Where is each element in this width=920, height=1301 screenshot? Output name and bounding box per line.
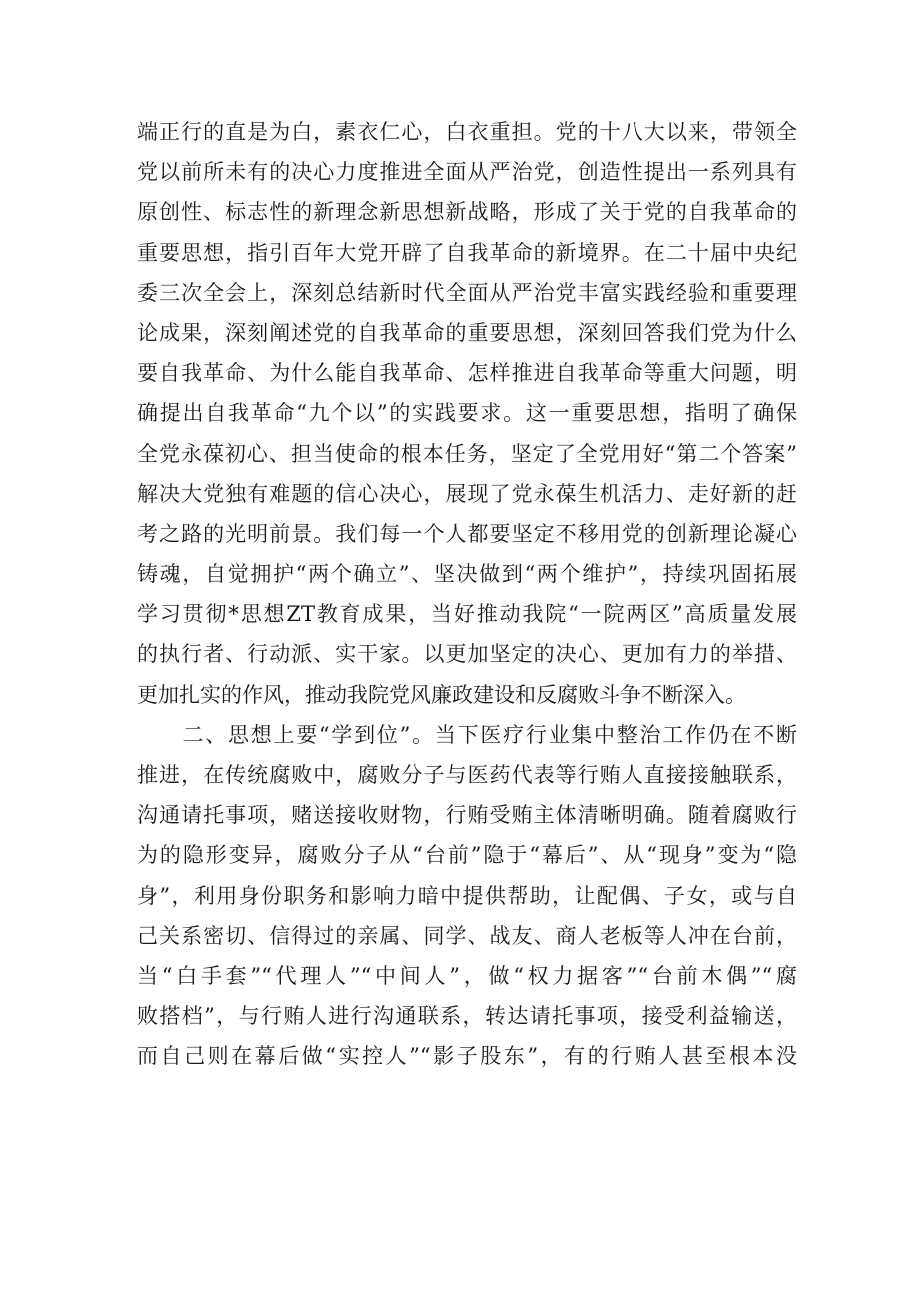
document-body: [137, 112, 797, 1077]
paragraph-2: [137, 715, 797, 1077]
text-line: 委三次全会上，深刻总结新时代全面从严治党丰富实践经验和重要理: [137, 280, 797, 305]
text-line: 身”，利用身份职务和影响力暗中提供帮助，让配偶、子女，或与自: [137, 883, 797, 908]
text-line: 二、思想上要“学到位”。当下医疗行业集中整治工作仍在不断: [137, 722, 797, 747]
text-line: 学习贯彻*思想ZT教育成果，当好推动我院“一院两区”高质量发展: [137, 602, 797, 627]
text-line: 端正行的直是为白，素衣仁心，白衣重担。党的十八大以来，带领全: [137, 120, 797, 144]
text-line: 推进，在传统腐败中，腐败分子与医药代表等行贿人直接接触联系，: [137, 763, 797, 787]
text-line: 更加扎实的作风，推动我院党风廉政建设和反腐败斗争不断深入。: [137, 682, 746, 707]
text-line: 沟通请托事项，赌送接收财物，行贿受贿主体清晰明确。随着腐败行: [137, 803, 797, 828]
text-line: 解决大党独有难题的信心决心，展现了党永葆生机活力、走好新的赶: [137, 481, 797, 506]
text-line: 原创性、标志性的新理念新思想新战略，形成了关于党的自我革命的: [137, 200, 797, 225]
text-line: 考之路的光明前景。我们每一个人都要坚定不移用党的创新理论凝心: [137, 521, 797, 546]
text-line: 败搭档”，与行贿人进行沟通联系，转达请托事项，接受利益输送，: [137, 1004, 797, 1029]
text-line: 当“白手套”“代理人”“中间人”，做“权力据客”“台前木偶”“腐: [137, 963, 797, 988]
text-line: 铸魂，自觉拥护“两个确立”、坚决做到“两个维护”，持续巩固拓展: [137, 562, 797, 587]
text-line: 论成果，深刻阐述党的自我革命的重要思想，深刻回答我们党为什么: [137, 320, 797, 345]
text-line: 而自己则在幕后做“实控人”“影子股东”，有的行贿人甚至根本没: [137, 1044, 797, 1069]
text-line: 己关系密切、信得过的亲属、同学、战友、商人老板等人冲在台前，: [137, 923, 797, 948]
text-line: 确提出自我革命“九个以”的实践要求。这一重要思想，指明了确保: [137, 401, 797, 426]
text-line: 的执行者、行动派、实干家。以更加坚定的决心、更加有力的举措、: [137, 642, 797, 667]
text-line: 为的隐形变异，腐败分子从“台前”隐于“幕后”、从“现身”变为“隐: [137, 843, 797, 868]
text-line: 重要思想，指引百年大党开辟了自我革命的新境界。在二十届中央纪: [137, 240, 797, 265]
paragraph-1: [137, 112, 797, 715]
text-line: 全党永葆初心、担当使命的根本任务，坚定了全党用好“第二个答案”: [137, 441, 797, 466]
text-line: 要自我革命、为什么能自我革命、怎样推进自我革命等重大问题，明: [137, 361, 797, 386]
text-line: 党以前所未有的决心力度推进全面从严治党，创造性提出一系列具有: [137, 160, 797, 185]
